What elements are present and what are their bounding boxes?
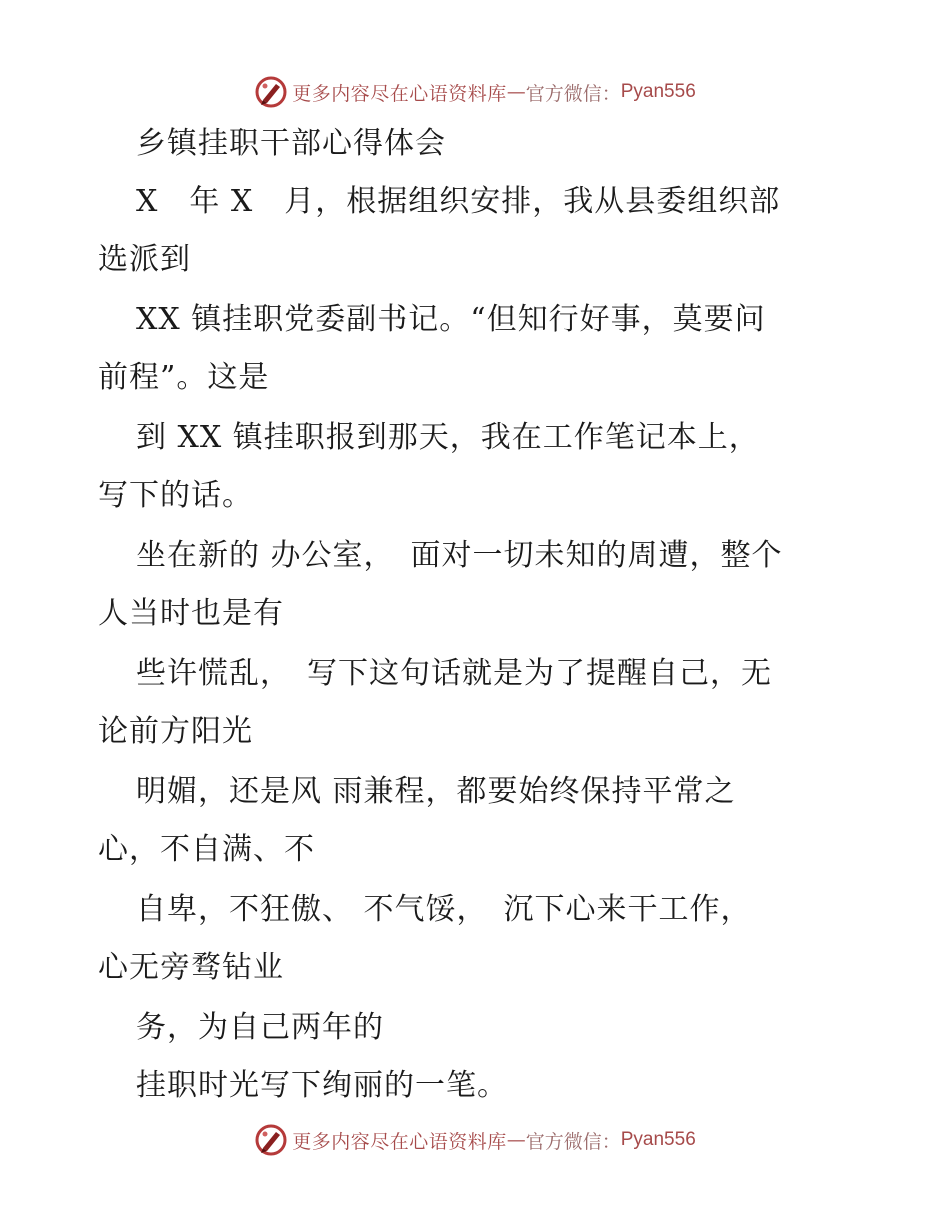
text-line: 选派到 xyxy=(98,242,191,277)
watermark-official-label: 官方微信： xyxy=(525,82,621,105)
watermark-separator: — xyxy=(506,1129,526,1151)
text-line: 写下的话。 xyxy=(98,478,253,513)
watermark-site-text: 更多内容尽在心语资料库 xyxy=(292,1130,507,1153)
watermark-separator: — xyxy=(506,81,526,103)
watermark-wechat-id: Pyan556 xyxy=(620,1129,696,1150)
watermark-wechat-id: Pyan556 xyxy=(620,81,696,102)
text-line: 挂职时光写下绚丽的一笔。 xyxy=(136,1068,508,1103)
text-line: 明媚，还是风 雨兼程，都要始终保持平常之 xyxy=(136,774,736,809)
header-watermark xyxy=(0,72,950,112)
text-line: 自卑，不狂傲、 不气馁， 沉下心来干工作， xyxy=(136,892,752,927)
watermark-site-text: 更多内容尽在心语资料库 xyxy=(292,82,507,105)
text-line: 到 XX 镇挂职报到那天，我在工作笔记本上， xyxy=(136,420,760,455)
text-line: 务，为自己两年的 xyxy=(136,1010,384,1045)
text-line: 论前方阳光 xyxy=(98,714,253,749)
pen-logo-icon xyxy=(254,1123,288,1157)
document-title: 乡镇挂职干部心得体会 xyxy=(136,126,446,161)
text-line: 心，不自满、不 xyxy=(98,832,315,867)
document-body xyxy=(98,124,868,1124)
text-line: 人当时也是有 xyxy=(98,596,284,631)
footer-watermark xyxy=(0,1120,950,1160)
text-line: XX 镇挂职党委副书记。“但知行好事，莫要问 xyxy=(136,302,766,337)
text-line: 心无旁骛钻业 xyxy=(98,950,284,985)
text-line: 些许慌乱， 写下这句话就是为了提醒自己，无 xyxy=(136,656,772,691)
text-line: 坐在新的 办公室， 面对一切未知的周遭，整个 xyxy=(136,538,783,573)
text-line: X 年 X 月，根据组织安排，我从县委组织部 xyxy=(136,184,781,219)
text-line: 前程”。这是 xyxy=(98,360,270,395)
watermark-official-label: 官方微信： xyxy=(525,1130,621,1153)
pen-logo-icon xyxy=(254,75,288,109)
